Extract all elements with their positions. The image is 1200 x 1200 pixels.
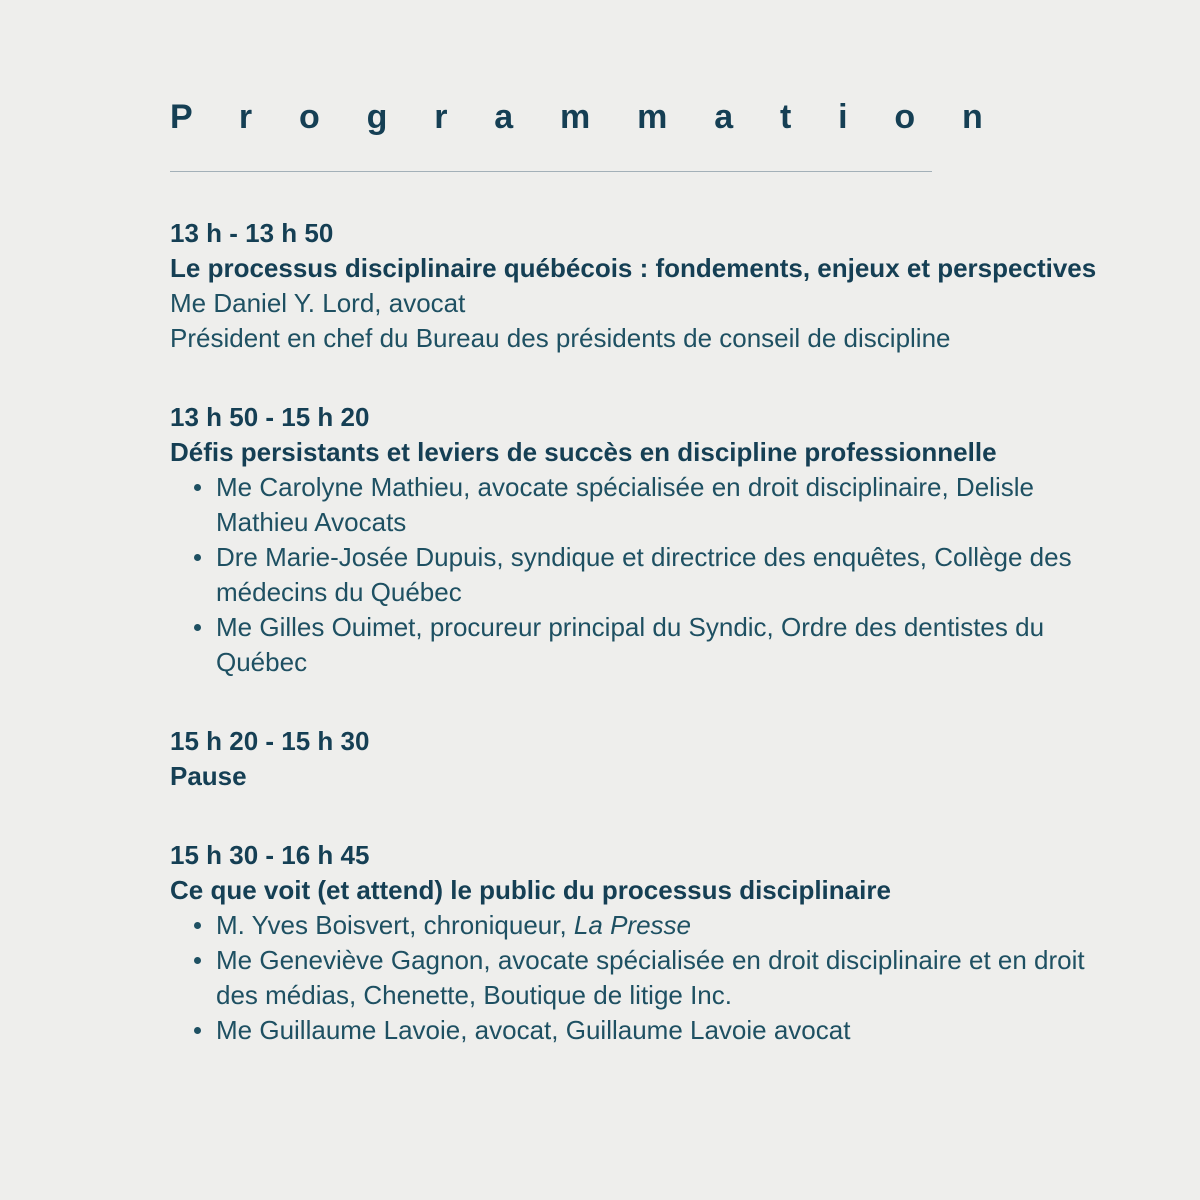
speaker-line: Me Daniel Y. Lord, avocat	[170, 288, 466, 318]
session-time: 13 h 50 - 15 h 20	[170, 402, 370, 432]
session-title: Défis persistants et leviers de succès en discipline professionnelle	[170, 437, 997, 467]
speaker-item	[170, 943, 1120, 1013]
speaker-text: Me Gilles Ouimet, procureur principal du Syndic, Ordre des dentistes du Québec	[216, 612, 1045, 677]
bullet-icon	[194, 1027, 201, 1034]
speaker-text: Me Guillaume Lavoie, avocat, Guillaume Lavoie avocat	[216, 1015, 851, 1045]
bullet-icon	[194, 957, 201, 964]
session-title: Le processus disciplinaire québécois : fondements, enjeux et perspectives	[170, 253, 1097, 283]
speaker-text: Me Geneviève Gagnon, avocate spécialisée en droit disciplinaire et en droit des médias, Chenette, Boutique de litige Inc.	[216, 945, 1085, 1010]
session-title: Ce que voit (et attend) le public du processus disciplinaire	[170, 875, 891, 905]
bullet-icon	[194, 922, 201, 929]
speaker-item	[170, 610, 1120, 680]
session-time: 15 h 30 - 16 h 45	[170, 840, 370, 870]
session-time: 15 h 20 - 15 h 30	[170, 726, 370, 756]
page-title: P r o g r a m m a t i o n	[170, 98, 1002, 136]
speaker-text: Dre Marie-Josée Dupuis, syndique et directrice des enquêtes, Collège des médecins du Québec	[216, 542, 1072, 607]
session-time: 13 h - 13 h 50	[170, 218, 334, 248]
schedule-section-3	[170, 724, 1120, 794]
schedule-section-2	[170, 400, 1120, 680]
schedule-section-4	[170, 838, 1120, 1048]
session-title: Pause	[170, 761, 247, 791]
speaker-text: Me Carolyne Mathieu, avocate spécialisée en droit disciplinaire, Delisle Mathieu Avocats	[216, 472, 1034, 537]
speaker-item	[170, 470, 1120, 540]
speaker-list	[170, 470, 1120, 680]
schedule-section-1	[170, 216, 1120, 356]
bullet-icon	[194, 484, 201, 491]
speaker-item	[170, 540, 1120, 610]
speaker-list	[170, 908, 1120, 1048]
bullet-icon	[194, 554, 201, 561]
title-divider	[170, 171, 932, 172]
schedule	[170, 216, 1120, 1048]
speaker-text-italic: La Presse	[573, 910, 691, 940]
speaker-item	[170, 1013, 1120, 1048]
speaker-line: Président en chef du Bureau des présidents de conseil de discipline	[170, 323, 951, 353]
speaker-item	[170, 908, 1120, 943]
speaker-text: M. Yves Boisvert, chroniqueur,	[216, 910, 574, 940]
bullet-icon	[194, 624, 201, 631]
